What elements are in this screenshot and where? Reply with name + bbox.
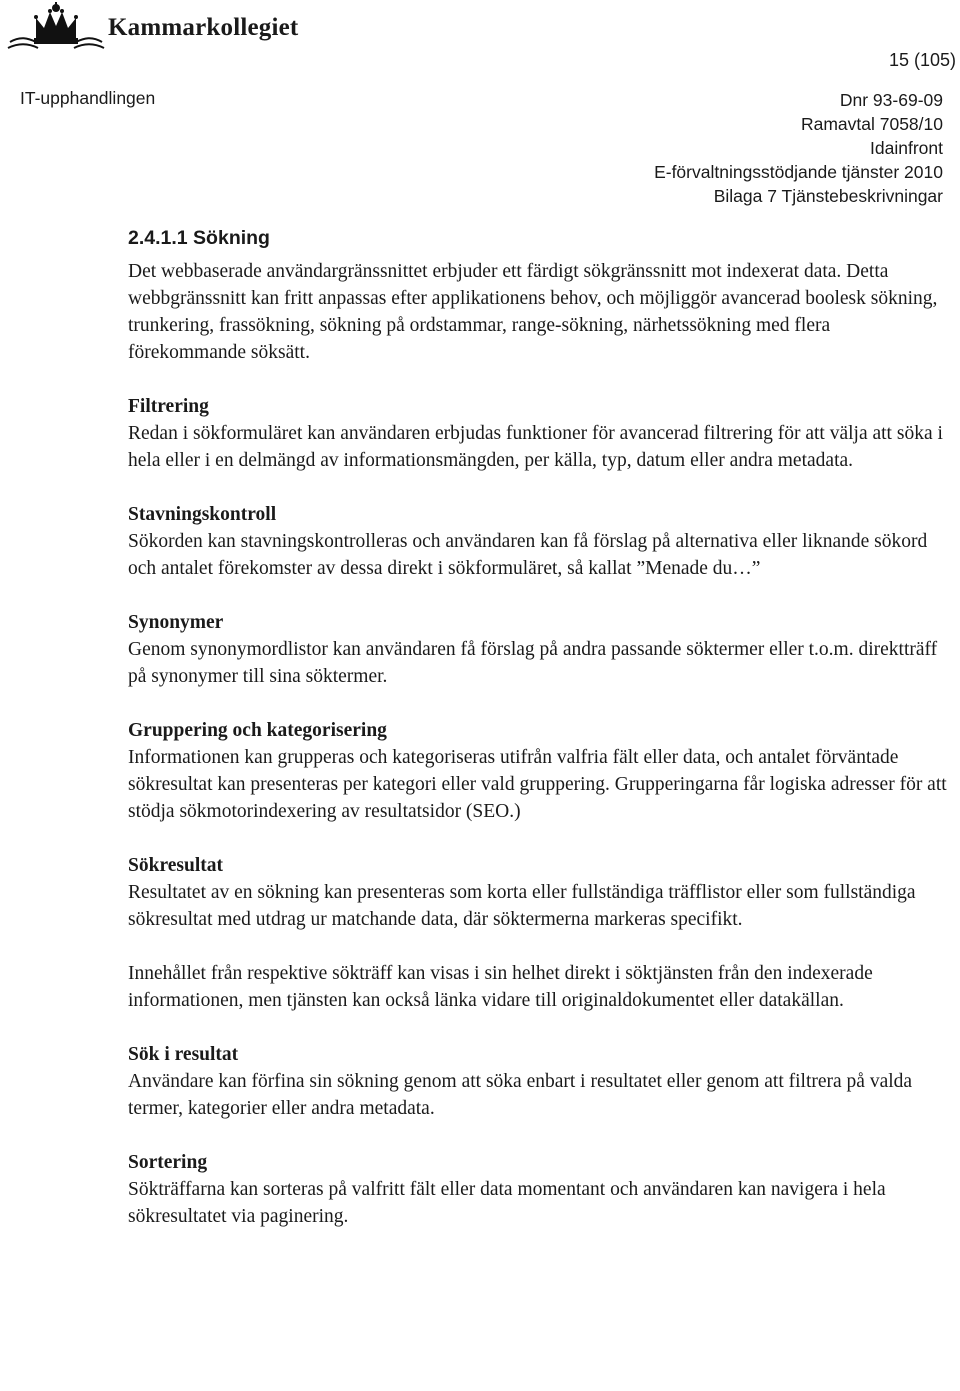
block-heading: Synonymer (128, 612, 224, 633)
block-text: Användare kan förfina sin sökning genom att söka enbart i resultatet eller genom att filtrera på valda termer, kategorier eller andra metadata. (128, 1071, 913, 1119)
block-filtrering (128, 393, 948, 474)
block-text: Resultatet av en sökning kan presenteras som korta eller fullständiga träfflistor eller som fullständiga sökresultat med utdrag ur matchande data, där söktermerna markeras specifikt. (128, 882, 916, 930)
block-stavningskontroll (128, 501, 948, 582)
block-heading: Sök i resultat (128, 1044, 239, 1065)
block-text: Sökträffarna kan sorteras på valfritt fält eller data momentant och användaren kan navigera i hela sökresultatet via paginering. (128, 1179, 886, 1227)
header-dnr: Dnr 93-69-09 (839, 90, 943, 110)
page-number: 15 (105) (888, 50, 956, 70)
logo-text: Kammarkollegiet (108, 14, 299, 41)
header-ramavtal: Ramavtal 7058/10 (800, 114, 943, 134)
block-text: Redan i sökformuläret kan användaren erbjudas funktioner för avancerad filtrering för att välja att söka i hela eller i en delmängd av informationsmängden, per källa, typ, datum eller andra metadata. (128, 423, 943, 471)
block-text: Genom synonymordlistor kan användaren få förslag på andra passande söktermer eller t.o.m. direktträff på synonymer till sina söktermer. (128, 639, 938, 687)
block-text: Sökorden kan stavningskontrolleras och användaren kan få förslag på alternativa eller liknande sökord och antalet förekomster av dessa direkt i sökformuläret, så kallat ”Menade du…” (128, 531, 928, 579)
block-heading: Filtrering (128, 396, 209, 417)
header-area: E-förvaltningsstödjande tjänster 2010 (654, 162, 943, 182)
block-heading: Stavningskontroll (128, 504, 277, 525)
header-appendix: Bilaga 7 Tjänstebeskrivningar (713, 186, 943, 206)
block-heading: Sökresultat (128, 855, 223, 876)
document-body (128, 258, 948, 1257)
block-heading: Sortering (128, 1152, 208, 1173)
section-title: 2.4.1.1 Sökning (128, 227, 270, 249)
block-innehall (128, 960, 948, 1014)
block-sok-i-resultat (128, 1041, 948, 1122)
block-sortering (128, 1149, 948, 1230)
header-left-label: IT-upphandlingen (20, 88, 156, 108)
block-synonymer (128, 609, 948, 690)
crown-icon (6, 2, 106, 54)
section-intro: Det webbaserade användargränssnittet erbjuder ett färdigt sökgränssnitt mot indexerat data. Detta webbgränssnitt kan fritt anpassas efter applikationens behov, och möjliggör avancerad boolesk sökning, trunkering, frassökning, sökning på ordstammar, range-sökning, närhetssökning med flera förekommande söksätt. (128, 261, 938, 363)
block-text: Informationen kan grupperas och kategoriseras utifrån valfria fält eller data, och antalet förväntade sökresultat kan presenteras per kategori eller vald gruppering. Grupperingarna får logiska adresser för att stödja sökmotorindexering av resultatsidor (SEO.) (128, 747, 947, 822)
block-heading: Gruppering och kategorisering (128, 720, 387, 741)
block-sokresultat (128, 852, 948, 933)
header-right-block (654, 88, 943, 208)
kammarkollegiet-logo (6, 2, 298, 54)
block-text: Innehållet från respektive sökträff kan visas i sin helhet direkt i söktjänsten från den indexerade informationen, men tjänsten kan också länka vidare till originaldokumentet eller datakällan. (128, 963, 873, 1011)
header-supplier: Idainfront (870, 138, 943, 158)
block-gruppering (128, 717, 948, 825)
